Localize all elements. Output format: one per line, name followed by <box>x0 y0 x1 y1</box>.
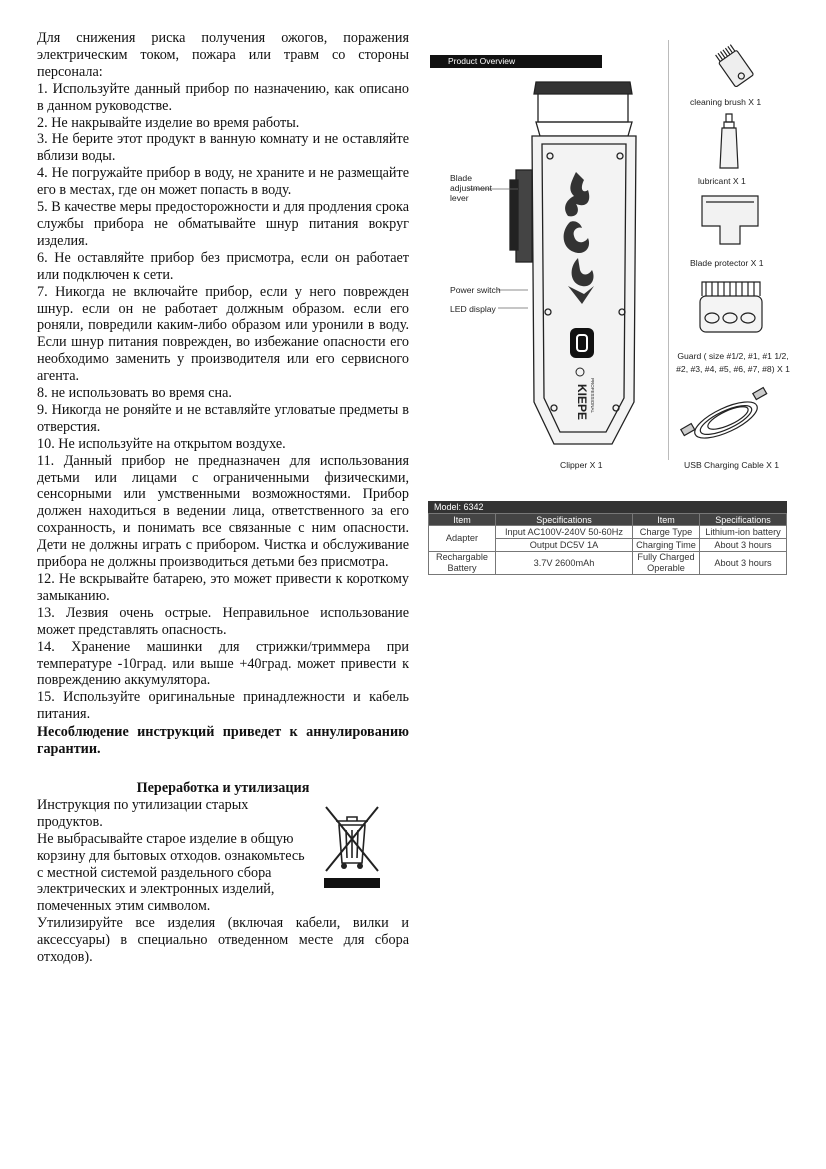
product-overview-header: Product Overview <box>430 55 602 68</box>
guard-label-line2: #2, #3, #4, #5, #6, #7, #8) X 1 <box>676 364 790 374</box>
clipper-label: Clipper X 1 <box>560 460 603 470</box>
model-number: Model: 6342 <box>428 501 787 513</box>
charge-type-value: Lithium-ion battery <box>700 526 787 539</box>
cleaning-brush-label: cleaning brush X 1 <box>690 97 762 107</box>
safety-item-11: 11. Данный прибор не предназначен для использования детьми или лицами с ограниченными физическими, сенсорными или умственными возможностями. Прибор должен находиться в ведении лица, ответственного за его сохранность, и понимать все связанные с ним опасности. Дети не должны играть с прибором. Чистка и обслуживание прибора не должны производиться детьми без присмотра. <box>37 452 409 571</box>
safety-item-15: 15. Используйте оригинальные принадлежности и кабель питания. <box>37 689 409 723</box>
blade-protector-label: Blade protector X 1 <box>690 258 764 268</box>
safety-item-2: 2. Не накрывайте изделие во время работы. <box>37 114 300 131</box>
usb-cable-icon <box>678 386 770 452</box>
adapter-output: Output DC5V 1A <box>496 539 633 552</box>
adapter-input: Input AC100V-240V 50-60Hz <box>496 526 633 539</box>
column-divider <box>668 40 669 460</box>
usb-cable-label: USB Charging Cable X 1 <box>684 460 780 470</box>
fully-charged-label: Fully Charged Operable <box>633 552 700 575</box>
adapter-label: Adapter <box>429 526 496 552</box>
weee-crossed-bin-icon <box>322 801 382 889</box>
blade-lever-label: Blade adjustment lever <box>450 173 493 203</box>
col-item-2: Item <box>633 514 700 526</box>
col-spec-2: Specifications <box>700 514 787 526</box>
fully-charged-value: About 3 hours <box>700 552 787 575</box>
table-row <box>429 552 787 575</box>
brand-subtitle: PROFESSIONAL <box>590 378 595 414</box>
charging-time-value: About 3 hours <box>700 539 787 552</box>
safety-instructions <box>37 30 409 966</box>
safety-item-10: 10. Не используйте на открытом воздухе. <box>37 435 286 452</box>
safety-item-12: 12. Не вскрывайте батарею, это может привести к короткому замыканию. <box>37 571 409 604</box>
guard-label-line1: Guard ( size #1/2, #1, #1 1/2, <box>677 351 789 361</box>
safety-intro: Для снижения риска получения ожогов, поражения электрическим током, пожара или травм со стороны персонала: <box>37 30 409 80</box>
safety-item-7: 7. Никогда не включайте прибор, если у него поврежден шнур. если он не работает должным образом. если его роняли, повредили каким-либо образом или уронили в воду. Если шнур питания поврежден, во избежание опасности его необходимо заменить у производителя или его сервисного агента. <box>37 283 409 385</box>
battery-value: 3.7V 2600mAh <box>496 552 633 575</box>
recycling-title: Переработка и утилизация <box>136 779 310 796</box>
spec-table <box>428 513 787 575</box>
spec-header-row <box>429 514 787 526</box>
table-row <box>429 526 787 539</box>
col-spec-1: Specifications <box>496 514 633 526</box>
safety-item-14: 14. Хранение машинки для стрижки/триммера при температуре -10град. или выше +40град. может привести к повреждению аккумулятора. <box>37 638 409 689</box>
brand-name: KIEPE <box>575 384 589 421</box>
led-display-label: LED display <box>450 304 496 314</box>
lubricant-bottle-icon <box>714 112 744 172</box>
recycling-line1: Инструкция по утилизации старых продуктов. <box>37 796 249 830</box>
recycling-section <box>37 797 409 966</box>
safety-item-13: 13. Лезвия очень острые. Неправильное использование может представлять опасность. <box>37 604 409 638</box>
safety-item-1: 1. Используйте данный прибор по назначению, как описано в данном руководстве. <box>37 80 409 114</box>
safety-item-9: 9. Никогда не роняйте и не вставляйте угловатые предметы в отверстия. <box>37 401 409 435</box>
power-switch-icon <box>570 328 594 358</box>
cleaning-brush-icon <box>710 44 760 90</box>
safety-item-6: 6. Не оставляйте прибор без присмотра, если он работает или подключен к сети. <box>37 249 409 283</box>
charging-time-label: Charging Time <box>633 539 700 552</box>
blade-protector-icon <box>698 192 762 248</box>
safety-item-8: 8. не использовать во время сна. <box>37 385 232 402</box>
safety-item-5: 5. В качестве меры предосторожности и для продления срока службы прибора не обматывайте шнур питания вокруг изделия. <box>37 199 409 249</box>
spec-table-block <box>428 501 787 575</box>
recycling-line2: Не выбрасывайте старое изделие в общую корзину для бытовых отходов. ознакомьтесь с местной системой раздельного сбора электрических и электронных изделий, помеченных этим символом. <box>37 830 305 915</box>
col-item-1: Item <box>429 514 496 526</box>
guard-comb-icon <box>696 278 766 336</box>
battery-label: Rechargable Battery <box>429 552 496 575</box>
recycling-line3: Утилизируйте все изделия (включая кабели, вилки и аксессуары) в специально отведенном месте для сбора отходов). <box>37 915 409 966</box>
product-overview <box>428 40 798 480</box>
charge-type-label: Charge Type <box>633 526 700 539</box>
power-switch-label: Power switch <box>450 285 501 295</box>
safety-item-4: 4. Не погружайте прибор в воду, не храните и не размещайте его в местах, где он может попасть в воду. <box>37 165 409 199</box>
warranty-warning: Несоблюдение инструкций приведет к аннулированию гарантии. <box>37 724 409 758</box>
lubricant-label: lubricant X 1 <box>698 176 746 186</box>
safety-item-3: 3. Не берите этот продукт в ванную комнату и не оставляйте вблизи воды. <box>37 131 409 165</box>
